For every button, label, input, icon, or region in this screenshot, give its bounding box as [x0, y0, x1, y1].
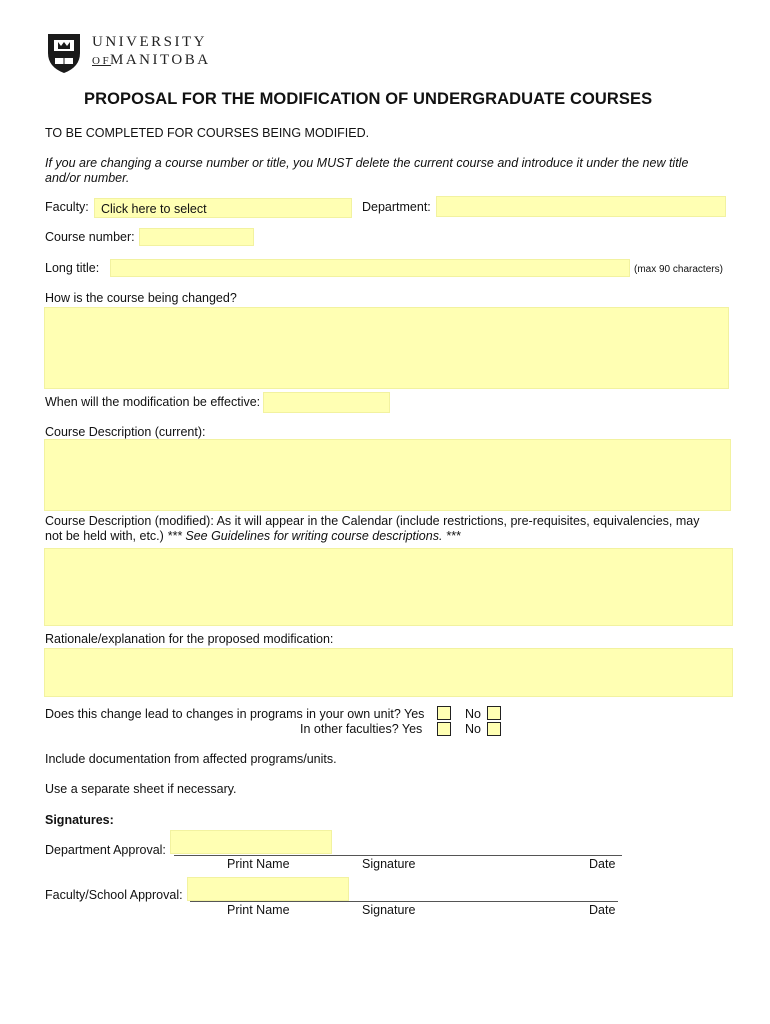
- own-unit-yes-checkbox[interactable]: [437, 706, 451, 720]
- signatures-heading: Signatures:: [45, 813, 114, 827]
- own-unit-no-label: No: [465, 707, 481, 721]
- effective-label: When will the modification be effective:: [45, 395, 261, 409]
- dept-print-name-caption: Print Name: [227, 857, 290, 871]
- faculty-approval-label: Faculty/School Approval:: [45, 888, 183, 902]
- faculty-label: Faculty:: [45, 200, 89, 214]
- desc-modified-textarea[interactable]: [44, 548, 733, 626]
- long-title-label: Long title:: [45, 261, 100, 275]
- department-input[interactable]: [436, 196, 726, 217]
- faculty-date-caption: Date: [589, 903, 616, 917]
- desc-modified-line1: Course Description (modified): As it will appear in the Calendar (include restrictions, pre-requisites, equivalencies, may: [45, 514, 700, 528]
- question-own-unit: Does this change lead to changes in programs in your own unit? Yes: [45, 707, 425, 721]
- dept-approval-label: Department Approval:: [45, 843, 166, 857]
- dept-approval-line: [174, 855, 622, 856]
- crest-icon: [44, 31, 84, 75]
- dept-date-caption: Date: [589, 857, 616, 871]
- separate-sheet-text: Use a separate sheet if necessary.: [45, 782, 237, 796]
- logo-line2-prefix: OF: [92, 55, 112, 67]
- university-logo: [44, 31, 211, 76]
- course-number-label: Course number:: [45, 230, 135, 244]
- note-line2: and/or number.: [45, 171, 130, 185]
- question-other-faculties: In other faculties? Yes: [300, 722, 423, 736]
- other-faculties-no-checkbox[interactable]: [487, 722, 501, 736]
- department-label: Department:: [362, 200, 431, 214]
- faculty-select-value: Click here to select: [101, 202, 207, 216]
- logo-line2: MANITOBA: [110, 52, 211, 68]
- long-title-hint: (max 90 characters): [634, 264, 723, 275]
- faculty-approval-line: [190, 901, 618, 902]
- dept-approval-name-input[interactable]: [170, 830, 332, 854]
- other-faculties-yes-checkbox[interactable]: [437, 722, 451, 736]
- change-label: How is the course being changed?: [45, 291, 237, 305]
- include-docs-text: Include documentation from affected programs/units.: [45, 752, 337, 766]
- logo-line1: UNIVERSITY: [92, 34, 207, 50]
- guidelines-note: *** See Guidelines for writing course descriptions. ***: [167, 529, 461, 543]
- instruction-text: TO BE COMPLETED FOR COURSES BEING MODIFIED.: [45, 126, 370, 140]
- rationale-textarea[interactable]: [44, 648, 733, 697]
- desc-modified-line2: [45, 529, 461, 543]
- change-textarea[interactable]: [44, 307, 729, 389]
- form-title: PROPOSAL FOR THE MODIFICATION OF UNDERGRADUATE COURSES: [84, 90, 653, 108]
- faculty-print-name-caption: Print Name: [227, 903, 290, 917]
- faculty-select[interactable]: [94, 198, 352, 218]
- own-unit-no-checkbox[interactable]: [487, 706, 501, 720]
- other-faculties-no-label: No: [465, 722, 481, 736]
- course-number-input[interactable]: [139, 228, 254, 246]
- effective-input[interactable]: [263, 392, 390, 413]
- desc-modified-line2-text: not be held with, etc.): [45, 529, 168, 543]
- rationale-label: Rationale/explanation for the proposed modification:: [45, 632, 334, 646]
- faculty-signature-caption: Signature: [362, 903, 416, 917]
- desc-current-textarea[interactable]: [44, 439, 731, 511]
- dept-signature-caption: Signature: [362, 857, 416, 871]
- long-title-input[interactable]: [110, 259, 630, 277]
- note-line1: If you are changing a course number or title, you MUST delete the current course and introduce it under the new title: [45, 156, 689, 170]
- faculty-approval-name-input[interactable]: [187, 877, 349, 901]
- desc-current-label: Course Description (current):: [45, 425, 206, 439]
